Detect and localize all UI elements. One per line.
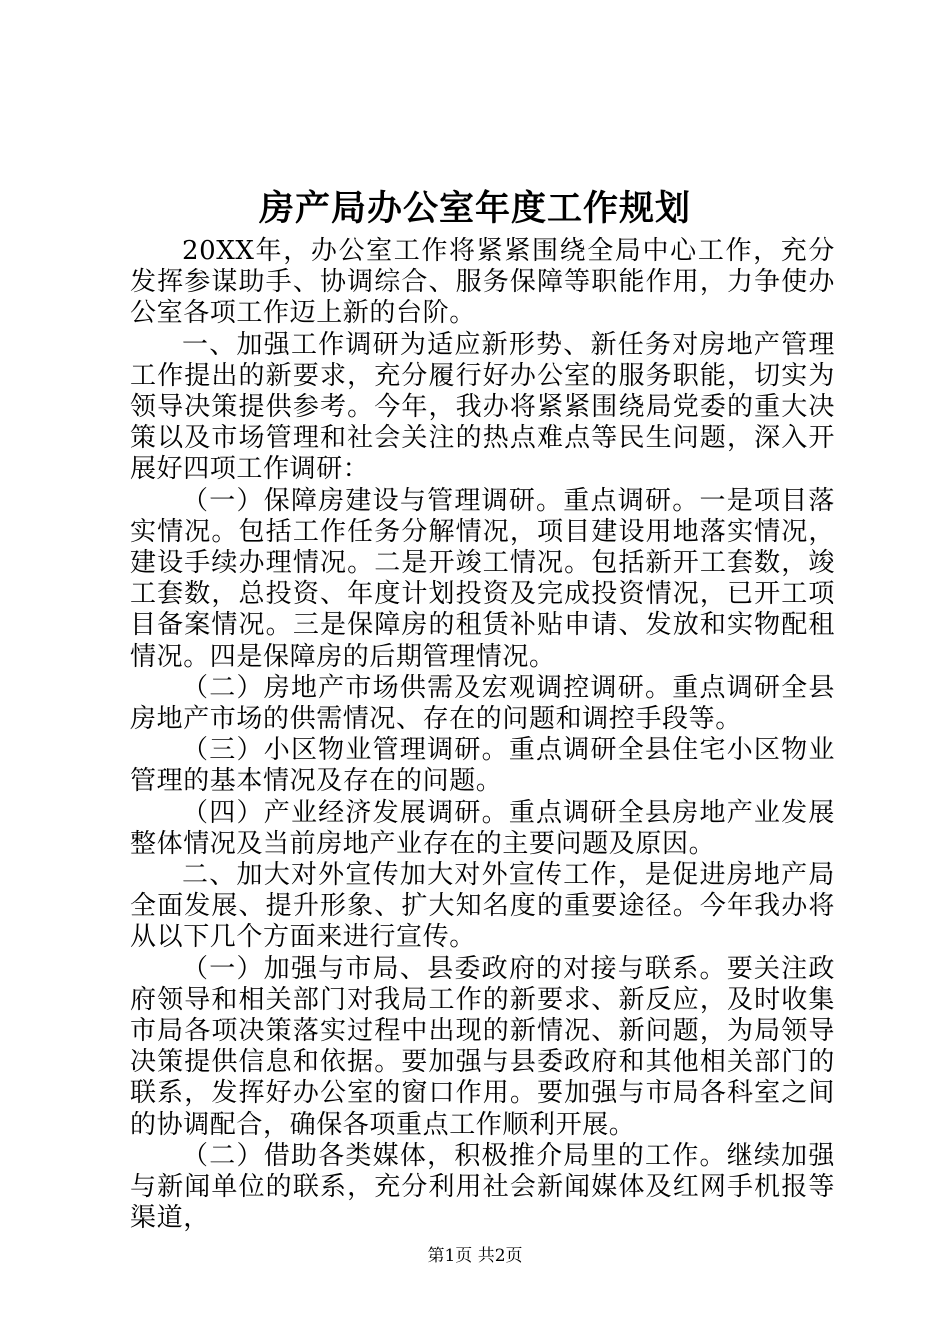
document-title: 房产局办公室年度工作规划 xyxy=(258,188,691,229)
paragraph-section-1-item-2: （二）房地产市场供需及宏观调控调研。重点调研全县房地产市场的供需情况、存在的问题和调控手段等。 xyxy=(130,672,835,735)
paragraph-section-1: 一、加强工作调研为适应新形势、新任务对房地产管理工作提出的新要求，充分履行好办公室的服务职能，切实为领导决策提供参考。今年，我办将紧紧围绕局党委的重大决策以及市场管理和社会关注的热点难点等民生问题，深入开展好四项工作调研： xyxy=(130,329,835,485)
paragraph-section-1-item-1: （一）保障房建设与管理调研。重点调研。一是项目落实情况。包括工作任务分解情况，项目建设用地落实情况，建设手续办理情况。二是开竣工情况。包括新开工套数，竣工套数，总投资、年度计划投资及完成投资情况，已开工项目备案情况。三是保障房的租赁补贴申请、发放和实物配租情况。四是保障房的后期管理情况。 xyxy=(130,485,835,672)
page-number-footer: 第1页 共2页 xyxy=(427,1246,523,1266)
paragraph-section-2-item-1: （一）加强与市局、县委政府的对接与联系。要关注政府领导和相关部门对我局工作的新要求、新反应，及时收集市局各项决策落实过程中出现的新情况、新问题，为局领导决策提供信息和依据。要加强与县委政府和其他相关部门的联系，发挥好办公室的窗口作用。要加强与市局各科室之间的协调配合，确保各项重点工作顺利开展。 xyxy=(130,953,835,1140)
paragraph-section-2: 二、加大对外宣传加大对外宣传工作，是促进房地产局全面发展、提升形象、扩大知名度的重要途径。今年我办将从以下几个方面来进行宣传。 xyxy=(130,860,835,953)
paragraph-section-2-item-2: （二）借助各类媒体，积极推介局里的工作。继续加强与新闻单位的联系，充分利用社会新闻媒体及红网手机报等渠道， xyxy=(130,1140,835,1234)
paragraph-intro: 20XX年，办公室工作将紧紧围绕全局中心工作，充分发挥参谋助手、协调综合、服务保障等职能作用，力争使办公室各项工作迈上新的台阶。 xyxy=(130,236,835,329)
paragraph-section-1-item-3: （三）小区物业管理调研。重点调研全县住宅小区物业管理的基本情况及存在的问题。 xyxy=(130,735,835,797)
paragraph-section-1-item-4: （四）产业经济发展调研。重点调研全县房地产业发展整体情况及当前房地产业存在的主要问题及原因。 xyxy=(130,797,835,859)
document-body xyxy=(130,236,835,1235)
